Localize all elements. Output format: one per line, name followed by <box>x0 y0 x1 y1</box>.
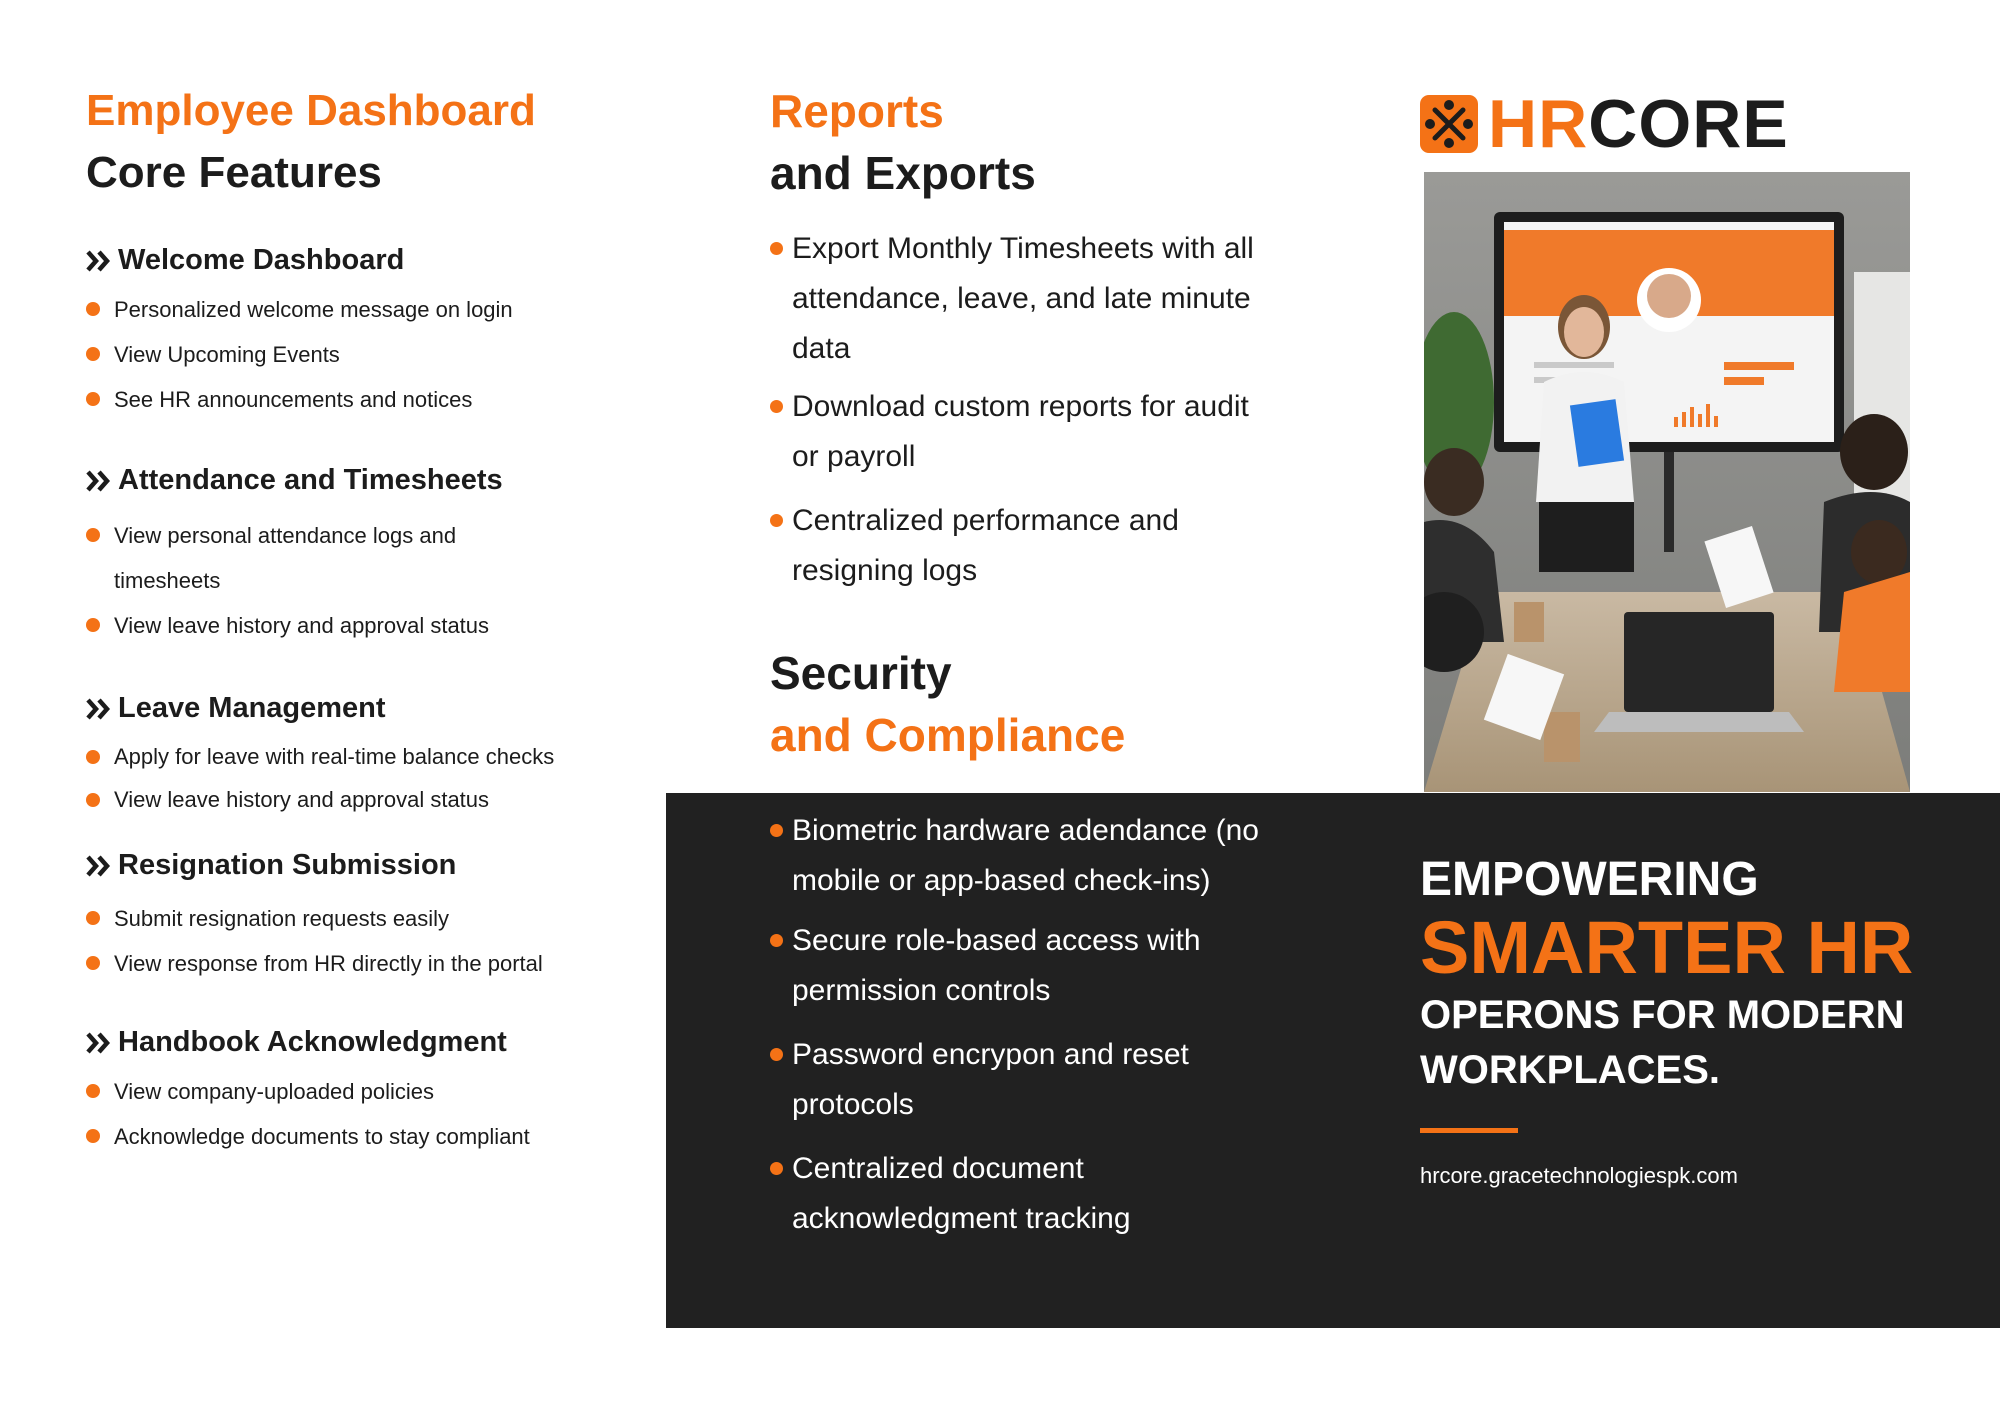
list-item: Password encrypon and reset protocols <box>770 1030 1270 1130</box>
list-item: Download custom reports for audit or payroll <box>770 382 1270 482</box>
list-item: Centralized document acknowledgment tracking <box>770 1144 1270 1244</box>
hrcore-logo <box>1420 86 1789 162</box>
logo-text-core: CORE <box>1588 86 1789 162</box>
reports-heading-secondary: and Exports <box>770 147 1036 199</box>
website-url[interactable]: hrcore.gracetechnologiespk.com <box>1420 1163 1738 1188</box>
section-leave-management <box>86 692 646 821</box>
double-chevron-icon <box>86 249 114 273</box>
list-item: Centralized performance and resigning logs <box>770 496 1270 596</box>
section-title <box>86 849 646 882</box>
section-title-text: Handbook Acknowledgment <box>118 1026 507 1058</box>
reports-heading-primary: Reports <box>770 85 944 137</box>
section-resignation-submission <box>86 849 646 986</box>
bullet-list <box>86 896 646 986</box>
list-item: View leave history and approval status <box>86 778 566 821</box>
meeting-photo <box>1424 172 1910 792</box>
list-item: View response from HR directly in the portal <box>86 941 646 986</box>
bullet-list <box>86 513 526 648</box>
security-list <box>770 806 1270 1244</box>
section-title <box>86 464 646 497</box>
features-column <box>86 80 646 1159</box>
double-chevron-icon <box>86 854 114 878</box>
list-item: View company-uploaded policies <box>86 1069 646 1114</box>
list-item: Secure role-based access with permission controls <box>770 916 1270 1016</box>
section-title-text: Leave Management <box>118 692 386 724</box>
section-title <box>86 244 646 277</box>
features-heading-secondary: Core Features <box>86 148 382 197</box>
list-item: View personal attendance logs and timesheets <box>86 513 526 603</box>
features-heading-primary: Employee Dashboard <box>86 86 536 135</box>
double-chevron-icon <box>86 697 114 721</box>
reports-column <box>770 80 1290 766</box>
tagline-line1: EMPOWERING <box>1420 853 1759 906</box>
reports-list <box>770 224 1270 596</box>
list-item: View Upcoming Events <box>86 332 646 377</box>
section-title <box>86 1026 646 1059</box>
double-chevron-icon <box>86 1031 114 1055</box>
section-title-text: Welcome Dashboard <box>118 244 405 276</box>
section-title-text: Attendance and Timesheets <box>118 464 503 496</box>
logo-text <box>1488 86 1789 162</box>
list-item: See HR announcements and notices <box>86 377 646 422</box>
section-title <box>86 692 646 725</box>
section-title-text: Resignation Submission <box>118 849 457 881</box>
section-attendance-timesheets <box>86 464 646 648</box>
accent-divider <box>1420 1128 1518 1133</box>
list-item: Personalized welcome message on login <box>86 287 646 332</box>
section-welcome-dashboard <box>86 244 646 422</box>
tagline-line2: SMARTER HR <box>1420 906 1914 989</box>
list-item: Biometric hardware adendance (no mobile or app-based check-ins) <box>770 806 1270 906</box>
list-item: Acknowledge documents to stay compliant <box>86 1114 646 1159</box>
bullet-list <box>86 1069 646 1159</box>
section-handbook-acknowledgment <box>86 1026 646 1159</box>
double-chevron-icon <box>86 469 114 493</box>
bullet-list <box>86 287 646 422</box>
security-heading-secondary: and Compliance <box>770 709 1126 761</box>
bullet-list <box>86 735 566 821</box>
logo-mark-icon <box>1420 95 1478 153</box>
list-item: Export Monthly Timesheets with all attendance, leave, and late minute data <box>770 224 1270 374</box>
security-list-container <box>770 806 1270 1244</box>
security-heading-primary: Security <box>770 647 952 699</box>
logo-text-hr: HR <box>1488 86 1589 162</box>
tagline <box>1420 852 1980 1189</box>
list-item: Submit resignation requests easily <box>86 896 646 941</box>
list-item: Apply for leave with real-time balance checks <box>86 735 566 778</box>
list-item: View leave history and approval status <box>86 603 526 648</box>
tagline-line3: OPERONS FOR MODERN WORKPLACES. <box>1420 993 1905 1092</box>
